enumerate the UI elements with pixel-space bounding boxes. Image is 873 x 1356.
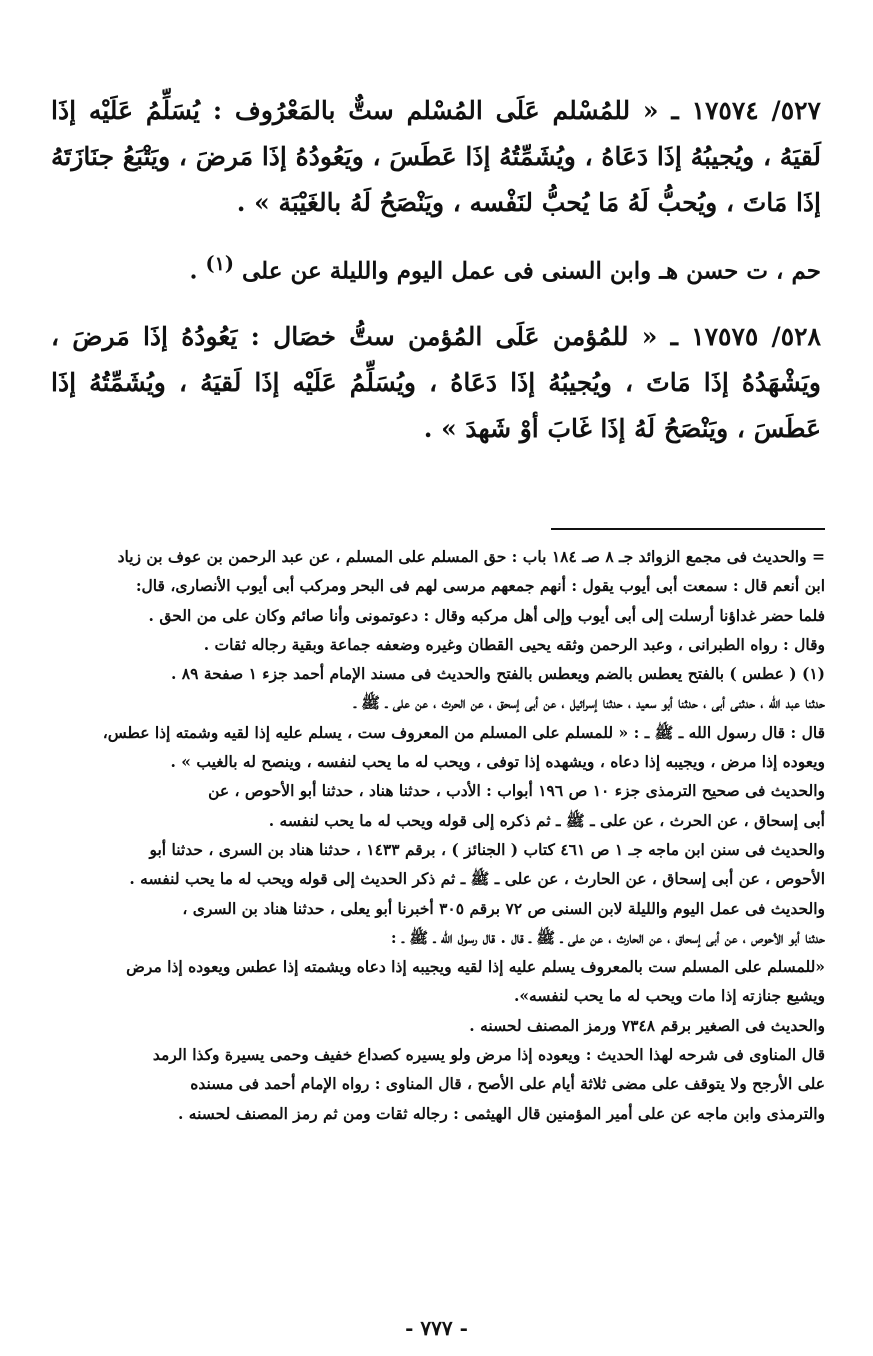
footnote-line: وقال : رواه الطبرانى ، وعبد الرحمن وثقه يحيى القطان وغيره وضعفه جماعة وبقية رجاله ثقات . — [203, 634, 825, 654]
hadith-528 — [51, 314, 821, 452]
footnote-line: حدثنا أبو الأحوص ، عن أبى إسحاق ، عن الحارث ، عن على ـ ﷺ ـ قال . قال رسول الله ـ ﷺ ـ : — [390, 927, 825, 947]
footnote-line: حدثنا عبد الله ، حدثنى أبى ، حدثنا أبو سعيد ، حدثنا إسرائيل ، عن أبى إسحق ، عن الحرث ، عن على ـ ﷺ ـ — [353, 693, 825, 713]
hadith-text: ـ « للمُؤمن عَلَى المُؤمن ستُّ خصَال : يَعُودُهُ إذَا مَرضَ ، ويَشْهَدُهُ إذَا مَاتَ ، ويُجيبُهُ إذَا دَعَاهُ ، ويُسَلِّمُ عَلَيْه إذَا لَقيَهُ ، ويُشَمِّتُهُ إذَا عَطَسَ ، ويَنْصَحُ لَهُ إذَا غَابَ أوْ شَهدَ » . — [51, 321, 821, 443]
footnote-line: والحديث فى صحيح الترمذى جزء ١٠ ص ١٩٦ أبواب : الأدب ، حدثنا هناد ، حدثنا أبو الأحوص ، عن — [208, 781, 825, 801]
footnote-line: على الأرجح ولا يتوقف على مضى ثلاثة أيام على الأصح ، قال المناوى : رواه الإمام أحمد فى مسنده — [190, 1074, 825, 1094]
page-number: - ٧٧٧ - — [405, 1316, 468, 1340]
footnote-line: والحديث فى الصغير برقم ٧٣٤٨ ورمز المصنف لحسنه . — [469, 1015, 825, 1035]
footnote-marker: (١) — [205, 252, 234, 275]
footnote-line: والحديث فى عمل اليوم والليلة لابن السنى ص ٧٢ برقم ٣٠٥ أخبرنا أبو يعلى ، حدثنا هناد بن السرى ، — [182, 898, 825, 918]
hadith-text: ـ « للمُسْلم عَلَى المُسْلم ستٌّ بالمَعْرُوف : يُسَلِّمُ عَلَيْه إذَا لَقيَهُ ، ويُجيبُهُ إذَا دَعَاهُ ، ويُشَمِّتُهُ إذَا عَطَسَ ، ويَعُودُهُ إذَا مَرضَ ، ويَتْبَعُ جنَازَتَهُ إذَا مَاتَ ، ويُحبُّ لَهُ مَا يُحبُّ لنَفْسه ، ويَنْصَحُ لَهُ بالغَيْبَة » . — [51, 96, 821, 217]
footnotes — [47, 542, 825, 1128]
footnote-line: والترمذى وابن ماجه عن على أمير المؤمنين قال الهيثمى : رجاله ثقات ومن ثم رمز المصنف لحسنه . — [178, 1103, 825, 1123]
footnote-line: ويشيع جنازته إذا مات ويحب له ما يحب لنفسه». — [513, 986, 825, 1006]
source-text: حم ، ت حسن هـ وابن السنى فى عمل اليوم والليلة عن على — [241, 257, 821, 285]
hadith-number: ٥٢٨/ ١٧٥٧٥ — [691, 321, 821, 351]
source-end: . — [189, 257, 198, 285]
footnote-line: أبى إسحاق ، عن الحرث ، عن على ـ ﷺ ـ ثم ذكره إلى قوله ويحب له ما يحب لنفسه . — [268, 810, 825, 830]
footnote-line: ابن أنعم قال : سمعت أبى أيوب يقول : أنهم جمعهم مرسى لهم فى البحر ومركب أبى أيوب الأنصارى، قال: — [135, 576, 825, 596]
main-text — [51, 88, 821, 470]
footnote-line: فلما حضر غداؤنا أرسلت إلى أبى أيوب وإلى أهل مركبه وقال : دعوتمونى وأنا صائم وكان على من الحق . — [148, 605, 825, 625]
footnote-line: = والحديث فى مجمع الزوائد جـ ٨ صـ ١٨٤ باب : حق المسلم على المسلم ، عن عبد الرحمن بن عوف بن زياد — [117, 547, 825, 566]
footnote-separator — [551, 528, 825, 530]
footnote-line: «للمسلم على المسلم ست بالمعروف يسلم عليه إذا لقيه ويجيبه إذا دعاه ويشمته إذا عطس ويعوده إذا مرض — [126, 957, 825, 977]
footnote-line: (١) ( عطس ) بالفتح يعطس بالضم ويعطس بالفتح والحديث فى مسند الإمام أحمد جزء ١ صفحة ٨٩ . — [171, 664, 825, 684]
hadith-527 — [51, 88, 821, 226]
footnote-line: قال المناوى فى شرحه لهذا الحديث : ويعوده إذا مرض ولو يسيره كصداع خفيف وحمى يسيرة وكذا الرمد — [152, 1045, 825, 1065]
footnote-line: الأحوص ، عن أبى إسحاق ، عن الحارث ، عن على ـ ﷺ ـ ثم ذكر الحديث إلى قوله ويحب له ما يحب لنفسه . — [129, 869, 825, 889]
hadith-number: ٥٢٧/ ١٧٥٧٤ — [691, 96, 821, 125]
footnote-line: ويعوده إذا مرض ، ويجيبه إذا دعاه ، ويشهده إذا توفى ، ويحب له ما يحب لنفسه ، وينصح له بالغيب » . — [170, 752, 825, 772]
hadith-source — [51, 244, 821, 292]
footnote-line: قال : قال رسول الله ـ ﷺ ـ : « للمسلم على المسلم من المعروف ست ، يسلم عليه إذا لقيه وشمته إذا عطس، — [102, 722, 825, 742]
footnote-line: والحديث فى سنن ابن ماجه جـ ١ ص ٤٦١ كتاب ( الجنائز ) ، برقم ١٤٣٣ ، حدثنا هناد بن السرى ، حدثنا أبو — [149, 839, 825, 859]
